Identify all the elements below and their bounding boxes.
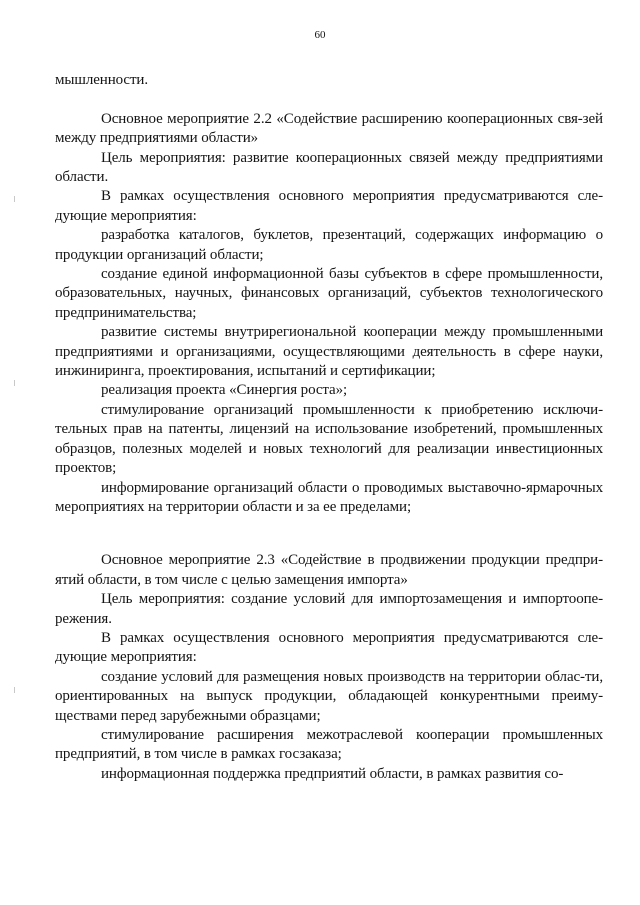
margin-mark (14, 687, 15, 693)
list-item: стимулирование расширения межотраслевой кооперации промышленных предприятий, в том числе в рамках госзаказа; (55, 726, 603, 763)
measure-2-3-goal: Цель мероприятия: создание условий для импортозамещения и импортоопе-режения. (55, 591, 603, 627)
measure-2-2-goal: Цель мероприятия: развитие кооперационных связей между предприятиями области. (55, 149, 603, 186)
measure-2-2-heading: Основное мероприятие 2.2 «Содействие расширению кооперационных свя-зей между предприятиями области» (55, 110, 603, 147)
page-number: 60 (314, 29, 326, 41)
margin-mark (14, 196, 15, 202)
measure-2-3-intro: В рамках осуществления основного мероприятия предусматриваются сле-дующие мероприятия: (55, 629, 603, 666)
list-item: реализация проекта «Синергия роста»; (101, 382, 348, 399)
list-item: информирование организаций области о проводимых выставочно-ярмарочных мероприятиях на территории области и за ее пределами; (55, 479, 603, 515)
list-item: создание условий для размещения новых производств на территории облас-ти, ориентированных на выпуск продукции, обладающей конкурентными преиму-ществами перед зарубежными образцами; (55, 668, 603, 724)
paragraph-continuation: мышленности. (55, 72, 148, 88)
measure-2-3-heading: Основное мероприятие 2.3 «Содействие в продвижении продукции предпри-ятий области, в том числе с целью замещения импорта» (55, 552, 603, 588)
list-item: разработка каталогов, буклетов, презентаций, содержащих информацию о продукции организаций области; (55, 227, 603, 263)
document-body (55, 71, 603, 784)
list-item: стимулирование организаций промышленности к приобретению исключи-тельных прав на патенты, лицензий на использование изобретений, промышленных образцов, полезных моделей и новых технологий для реализации инвестиционных проектов; (55, 401, 603, 477)
list-item: создание единой информационной базы субъектов в сфере промышленности, образовательных, научных, финансовых организаций, субъектов технологического предпринимательства; (55, 266, 603, 321)
measure-2-2-intro: В рамках осуществления основного мероприятия предусматриваются сле-дующие мероприятия: (55, 188, 603, 224)
list-item: информационная поддержка предприятий области, в рамках развития со- (101, 765, 564, 782)
list-item: развитие системы внутрирегиональной кооперации между промышленными предприятиями и организациями, осуществляющими деятельность в сфере науки, инжиниринга, проектирования, испытаний и сертификации; (55, 324, 603, 380)
margin-mark (14, 380, 15, 386)
